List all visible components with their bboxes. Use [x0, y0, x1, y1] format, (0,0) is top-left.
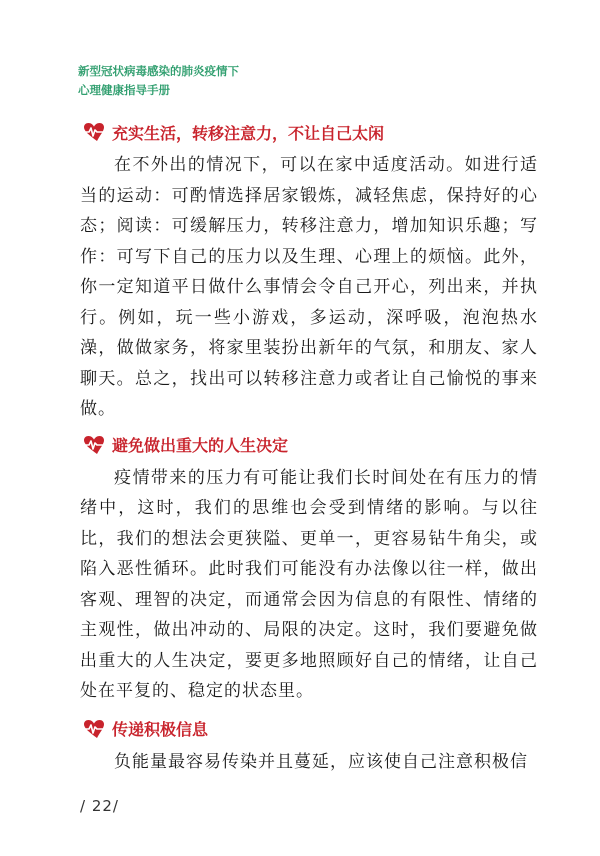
- heart-pulse-icon: [80, 435, 108, 455]
- section-heading-1: [80, 118, 538, 146]
- section-heading-3-text: 传递积极信息: [112, 720, 209, 739]
- page-number: / 22/: [80, 797, 119, 815]
- section-heading-2: [80, 431, 538, 459]
- header-title-line1: 新型冠状病毒感染的肺炎疫情下: [78, 64, 239, 78]
- section-3-body: 负能量最容易传染并且蔓延，应该使自己注意积极信: [114, 751, 528, 772]
- section-heading-2-text: 避免做出重大的人生决定: [112, 436, 289, 455]
- section-heading-1-text: 充实生活，转移注意力，不让自己太闲: [112, 123, 385, 143]
- header-title-line2: 心理健康指导手册: [78, 83, 170, 97]
- section-heading-3: [80, 715, 538, 743]
- heart-pulse-icon: [80, 122, 108, 142]
- page-content: [80, 118, 538, 777]
- section-2-body: 疫情带来的压力有可能让我们长时间处在有压力的情绪中，这时，我们的思维也会受到情绪的影响。与以往比，我们的想法会更狭隘、更单一，更容易钻牛角尖，或陷入恶性循环。此时我们可能没有办法像以往一样，做出客观、理智的决定，而通常会因为信息的有限性、情绪的主观性，做出冲动的、局限的决定。这时，我们要避免做出重大的人生决定，要更多地照顾好自己的情绪，让自己处在平复的、稳定的状态里。: [80, 467, 538, 701]
- heart-pulse-icon: [80, 719, 108, 739]
- running-header: [78, 62, 239, 100]
- section-1-body: 在不外出的情况下，可以在家中适度活动。如进行适当的运动：可酌情选择居家锻炼，减轻焦虑，保持好的心态；阅读：可缓解压力，转移注意力，增加知识乐趣；写作：可写下自己的压力以及生理、心理上的烦恼。此外，你一定知道平日做什么事情会令自己开心，列出来，并执行。例如，玩一些小游戏，多运动，深呼吸，泡泡热水澡，做做家务，将家里装扮出新年的气氛，和朋友、家人聊天。总之，找出可以转移注意力或者让自己愉悦的事来做。: [80, 155, 538, 419]
